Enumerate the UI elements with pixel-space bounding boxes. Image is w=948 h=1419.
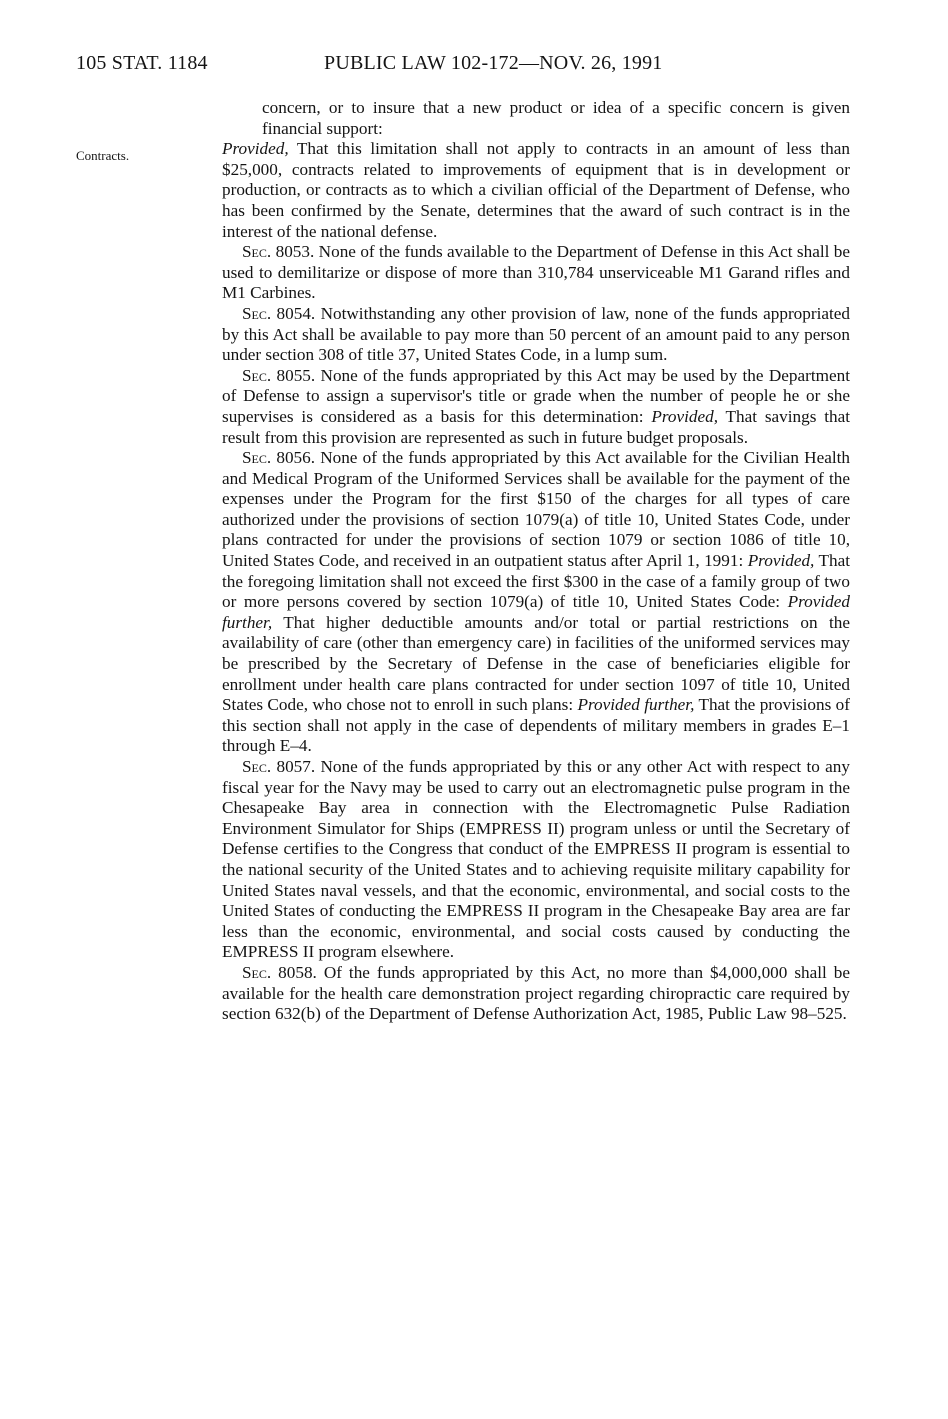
section-label: Sec. 8054.: [242, 303, 316, 323]
proviso-italic: Provided,: [651, 406, 718, 426]
section-label: Sec. 8057.: [242, 757, 316, 776]
section-text: None of the funds appropriated by this Act may be used by the Department of Defense to assign a supervisor's title or grade when the number of people he or she supervises is considered as a basis for this determination:: [222, 365, 850, 426]
section-text: Notwithstanding any other provision of law, none of the funds appropriated by this Act shall be available to pay more than 50 percent of an amount paid to any person under section 308 of title 37, United States Code, in a lump sum.: [222, 303, 850, 365]
section-text: None of the funds available to the Department of Defense in this Act shall be used to demilitarize or dispose of more than 310,784 unserviceable M1 Garand rifles and M1 Carbines.: [222, 242, 850, 303]
section-label: Sec. 8058.: [242, 962, 317, 982]
section-8053: [222, 242, 850, 304]
margin-note: Contracts.: [76, 148, 130, 163]
section-text: That the provisions of this section shall not apply in the case of dependents of military members in grades E–1 through E–4.: [222, 695, 851, 756]
continuation-text: concern, or to insure that a new product or idea of a specific concern is given financial support:: [262, 98, 850, 138]
section-label: Sec. 8056.: [242, 448, 316, 468]
page-citation: 105 STAT. 1184: [76, 52, 208, 74]
section-label: Sec. 8055.: [242, 365, 316, 385]
section-text: None of the funds appropriated by this or any other Act with respect to any fiscal year for the Navy may be used to carry out an electromagnetic pulse program in the Chesapeake Bay area in connection with the Electromagnetic Pulse Radiation Environment Simulator for Ships (EMPRESS II) program unless or until the Secretary of Defense certifies to the Congress that conduct of the EMPRESS II program is essential to the national security of the United States and to achieving requisite military capability for United States naval vessels, and that the economic, environmental, and social costs to the United States of conducting the EMPRESS II program in the Chesapeake Bay area are far less than the economic, environmental, and social costs caused by conducting the EMPRESS II program elsewhere.: [222, 757, 850, 962]
proviso-text: That this limitation shall not apply to contracts in an amount of less than $25,000, contracts related to improvements of equipment that is in development or production, or contracts as to which a civilian official of the Department of Defense, who has been confirmed by the Senate, determines that the award of such contract is in the interest of the national defense.: [222, 139, 850, 241]
section-text: That higher deductible amounts and/or total or partial restrictions on the availability of care (other than emergency care) in facilities of the uniformed services may be prescribed by the Secretary of Defense in the case of beneficiaries eligible for enrollment under health care plans contracted for under section 1097 of title 10, United States Code, who chose not to enroll in such plans:: [222, 612, 850, 715]
section-8056: [222, 448, 850, 757]
section-8054: [222, 304, 850, 366]
section-text: That savings that result from this provision are represented as such in future budget proposals.: [222, 406, 850, 447]
proviso-italic: Provided further,: [577, 695, 695, 715]
running-head: PUBLIC LAW 102-172—NOV. 26, 1991: [324, 52, 663, 74]
proviso-italic: Provided,: [747, 551, 815, 571]
section-text: Of the funds appropriated by this Act, no more than $4,000,000 shall be available for the health care demonstration project regarding chiropractic care required by section 632(b) of the Department of Defense Authorization Act, 1985, Public Law 98–525.: [222, 962, 850, 1024]
section-8055: [222, 366, 850, 448]
proviso-italic: Provided further,: [222, 592, 850, 632]
section-8057: [222, 757, 850, 963]
section-8058: [222, 963, 850, 1025]
law-text: [222, 98, 850, 1025]
proviso-paragraph: [222, 139, 850, 242]
section-text: None of the funds appropriated by this Act available for the Civilian Health and Medical Program of the Uniformed Services shall be available for the payment of the expenses under the Program for the first $150 of the charges for all types of care authorized under the provisions of section 1079(a) of title 10, United States Code, under plans contracted for under the provisions of section 1079 or section 1086 of title 10, United States Code, and received in an outpatient status after April 1, 1991:: [222, 448, 850, 571]
section-label: Sec. 8053.: [242, 242, 315, 262]
proviso-italic: Provided,: [222, 139, 289, 159]
section-text: That the foregoing limitation shall not exceed the first $300 in the case of a family group of two or more persons covered by section 1079(a) of title 10, United States Code:: [222, 551, 851, 612]
